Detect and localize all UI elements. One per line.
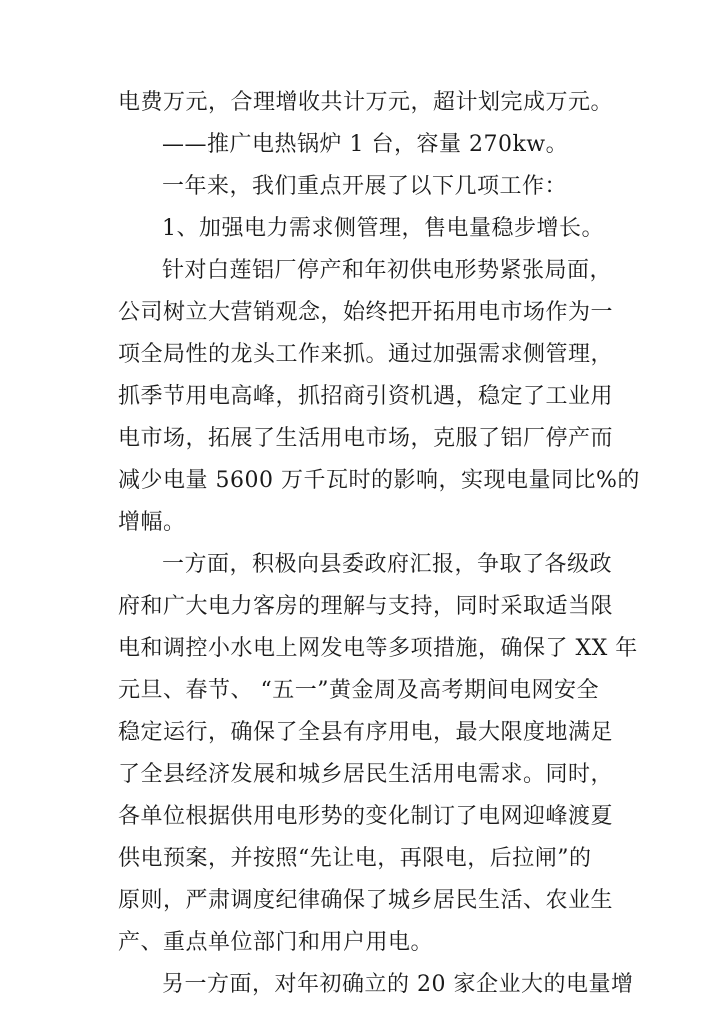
text-line: 府和广大电力客房的理解与支持，同时采取适当限 (118, 594, 614, 619)
text-line: 原则，严肃调度纪律确保了城乡居民生活、农业生 (118, 888, 614, 913)
text-line: 增幅。 (118, 510, 186, 535)
text-line: 一年来，我们重点开展了以下几项工作： (162, 174, 568, 199)
text-line: 产、重点单位部门和用户用电。 (118, 930, 434, 955)
paragraph-first-line: 一方面，积极向县委政府汇报，争取了各级政 (162, 552, 613, 577)
section-heading: 1、加强电力需求侧管理，售电量稳步增长。 (162, 216, 604, 241)
text-line: 了全县经济发展和城乡居民生活用电需求。同时， (118, 762, 614, 787)
text-line: 电和调控小水电上网发电等多项措施，确保了 XX 年 (118, 636, 638, 661)
text-line: 抓季节用电高峰，抓招商引资机遇，稳定了工业用 (118, 384, 614, 409)
text-line: 电市场，拓展了生活用电市场，克服了铝厂停产而 (118, 426, 614, 451)
text-line: 元旦、春节、 “五一”黄金周及高考期间电网安全 (118, 678, 599, 703)
text-line: 各单位根据供用电形势的变化制订了电网迎峰渡夏 (118, 804, 614, 829)
text-line: 减少电量 5600 万千瓦时的影响，实现电量同比%的 (118, 468, 640, 493)
text-line: ——推广电热锅炉 1 台，容量 270kw。 (162, 132, 569, 157)
text-line: 电费万元，合理增收共计万元，超计划完成万元。 (118, 90, 614, 115)
paragraph-first-line: 针对白莲铝厂停产和年初供电形势紧张局面， (162, 258, 613, 283)
text-line: 稳定运行，确保了全县有序用电，最大限度地满足 (118, 720, 614, 745)
text-line: 供电预案，并按照“先让电，再限电，后拉闸”的 (118, 846, 592, 871)
paragraph-first-line: 另一方面，对年初确立的 20 家企业大的电量增 (162, 972, 634, 997)
text-line: 项全局性的龙头工作来抓。通过加强需求侧管理， (118, 342, 614, 367)
text-line: 公司树立大营销观念，始终把开拓用电市场作为一 (118, 300, 614, 325)
